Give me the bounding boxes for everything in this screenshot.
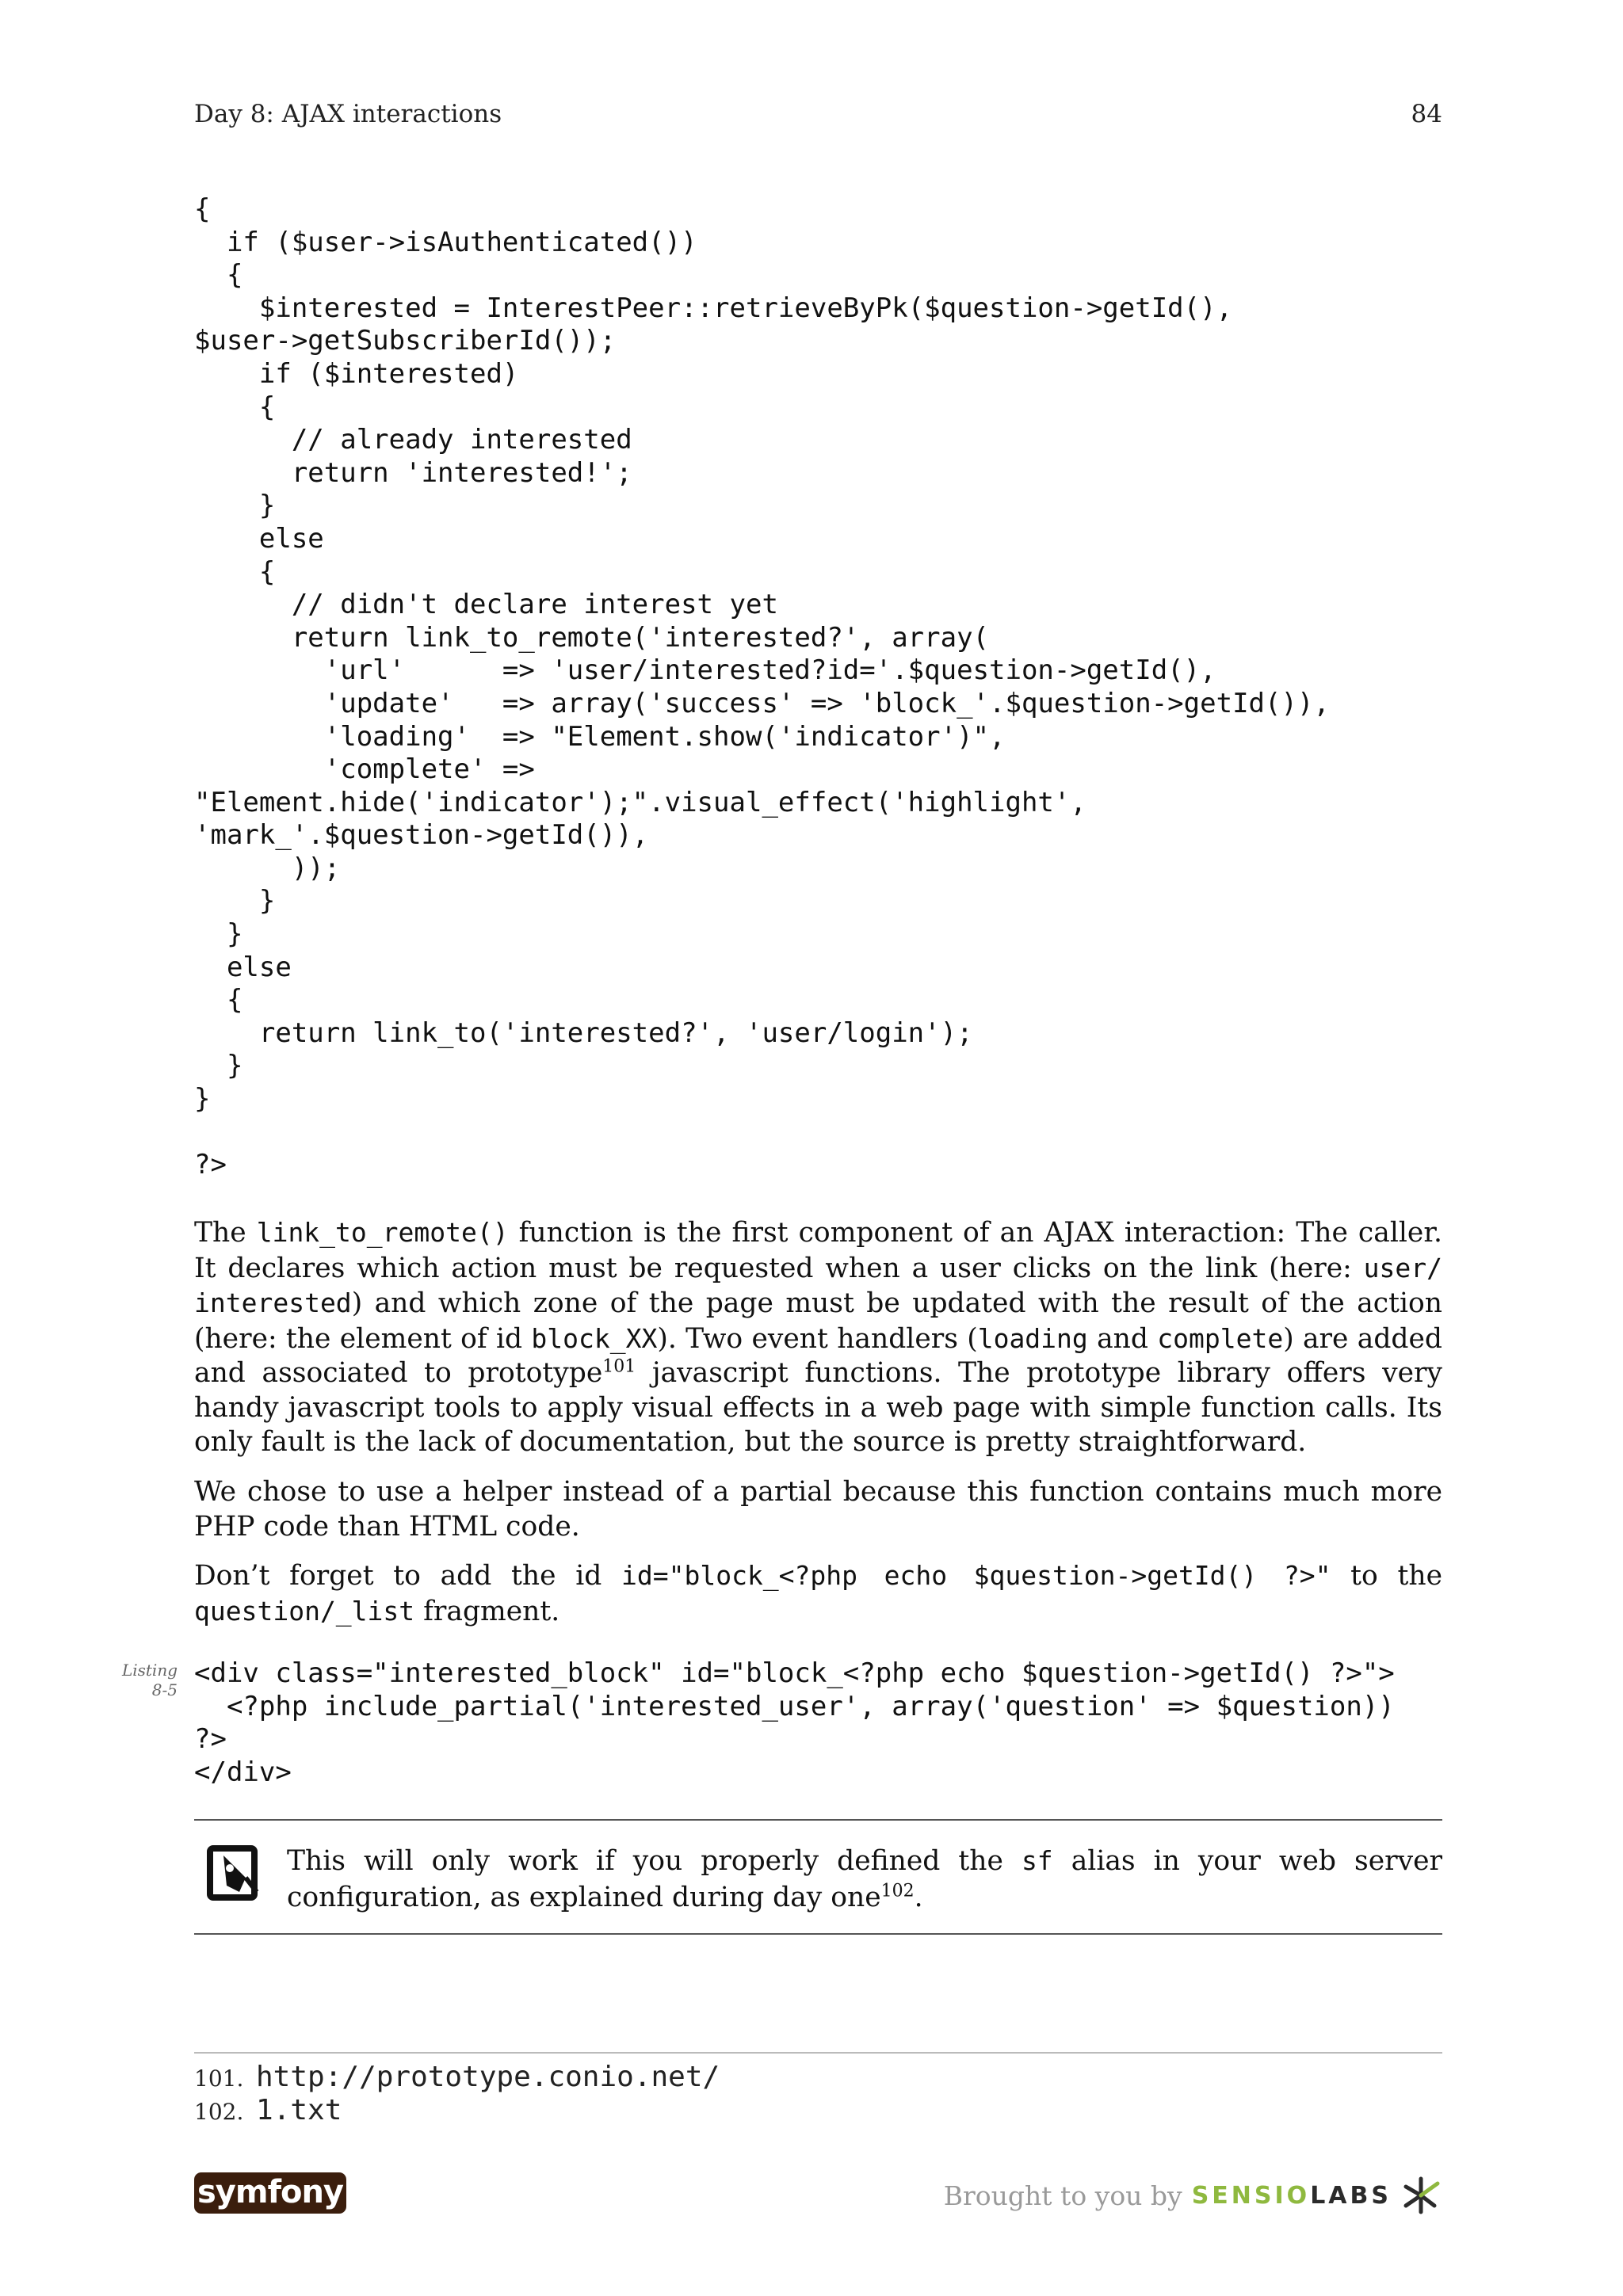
text: to the [1331, 1560, 1442, 1592]
labs-wordmark: LABS [1310, 2181, 1392, 2210]
symfony-logo: symfony [194, 2172, 346, 2214]
listing-code-block: <div class="interested_block" id="block_<?php echo $question->getId() ?>"> <?php include_partial('interested_user', array('question' => $question)) ?> </div> [194, 1657, 1395, 1788]
footnote-number: 102. [194, 2099, 244, 2125]
text: function is the first component of an AJAX interaction: The caller. It declares which action must be requested when a user clicks on the link (here: [194, 1217, 1442, 1284]
text: alias in your web server configuration, as explained during day one [287, 1845, 1442, 1913]
paragraph-helper-choice: We chose to use a helper instead of a partial because this function contains much more PHP code than HTML code. [194, 1476, 1442, 1543]
text: . [914, 1882, 923, 1913]
text: and [1087, 1322, 1158, 1355]
footnote-ref-101[interactable]: 101 [602, 1356, 636, 1377]
footnote-ref-102[interactable]: 102 [880, 1881, 915, 1901]
inline-code: user/ interested [194, 1252, 1442, 1318]
inline-code: question/_list [194, 1595, 415, 1627]
footnote-number: 101. [194, 2065, 244, 2092]
text: This will only work if you properly defined the [287, 1845, 1022, 1877]
page-number: 84 [1411, 100, 1442, 128]
listing-label-number: 8-5 [151, 1680, 178, 1699]
sensiolabs-star-icon [1400, 2174, 1442, 2217]
note-bottom-rule [194, 1933, 1442, 1935]
inline-code: block_XX [531, 1322, 658, 1354]
note-icon [206, 1844, 262, 1903]
inline-code: link_to_remote() [256, 1217, 509, 1248]
footnote-101 [194, 2061, 720, 2095]
text: ) and which zone of the page must be updated with the result of the action (here: the element of id [194, 1287, 1442, 1355]
inline-code: id="block_<?php echo $question->getId() ?>" [621, 1560, 1331, 1591]
text: javascript functions. The prototype library offers very handy javascript tools to apply visual effects in a web page with simple function calls. Its only fault is the lack of documentation, but the source is pretty straightforward. [194, 1357, 1442, 1458]
text: fragment. [414, 1595, 560, 1627]
php-code-block: { if ($user->isAuthenticated()) { $interested = InterestPeer::retrieveByPk($question->getId(), $user->getSubscriberId()); if ($interested) { // already interested return 'interested!'; } else { // didn't declare interest yet return link_to_remote('interested?', array( 'url' => 'user/interested?id='.$question->getId(), 'update' => array('success' => 'block_'.$question->getId()), 'loading' => "Element.show('indicator')", 'complete' => "Element.hide('indicator');".visual_effect('highlight', 'mark_'.$question->getId()), )); } } else { return link_to('interested?', 'user/login'); } } ?> [194, 193, 1330, 1181]
text: Don’t forget to add the id [194, 1560, 621, 1592]
text: ) are added and associated to prototype [194, 1322, 1443, 1389]
paragraph-link-to-remote [194, 1215, 1442, 1460]
footnote-102 [194, 2095, 342, 2128]
listing-label-word: Listing [121, 1661, 178, 1680]
footnote-divider [194, 2052, 1442, 2054]
brought-text: Brought to you by [943, 2180, 1182, 2211]
sensio-wordmark: SENSIO [1191, 2181, 1311, 2210]
inline-code: complete [1157, 1322, 1284, 1354]
paragraph-add-id [194, 1558, 1442, 1629]
note-text [287, 1843, 1442, 1916]
footnote-link[interactable]: 1.txt [256, 2094, 342, 2126]
inline-code: loading [977, 1322, 1088, 1354]
inline-code: sf [1021, 1845, 1053, 1876]
text: The [194, 1217, 257, 1249]
footnote-link[interactable]: http://prototype.conio.net/ [256, 2061, 720, 2093]
text: ). Two event handlers ( [657, 1322, 978, 1355]
note-top-rule [194, 1819, 1442, 1821]
listing-label [111, 1661, 178, 1700]
running-header-title: Day 8: AJAX interactions [194, 100, 502, 128]
brought-to-you-by [944, 2174, 1442, 2217]
